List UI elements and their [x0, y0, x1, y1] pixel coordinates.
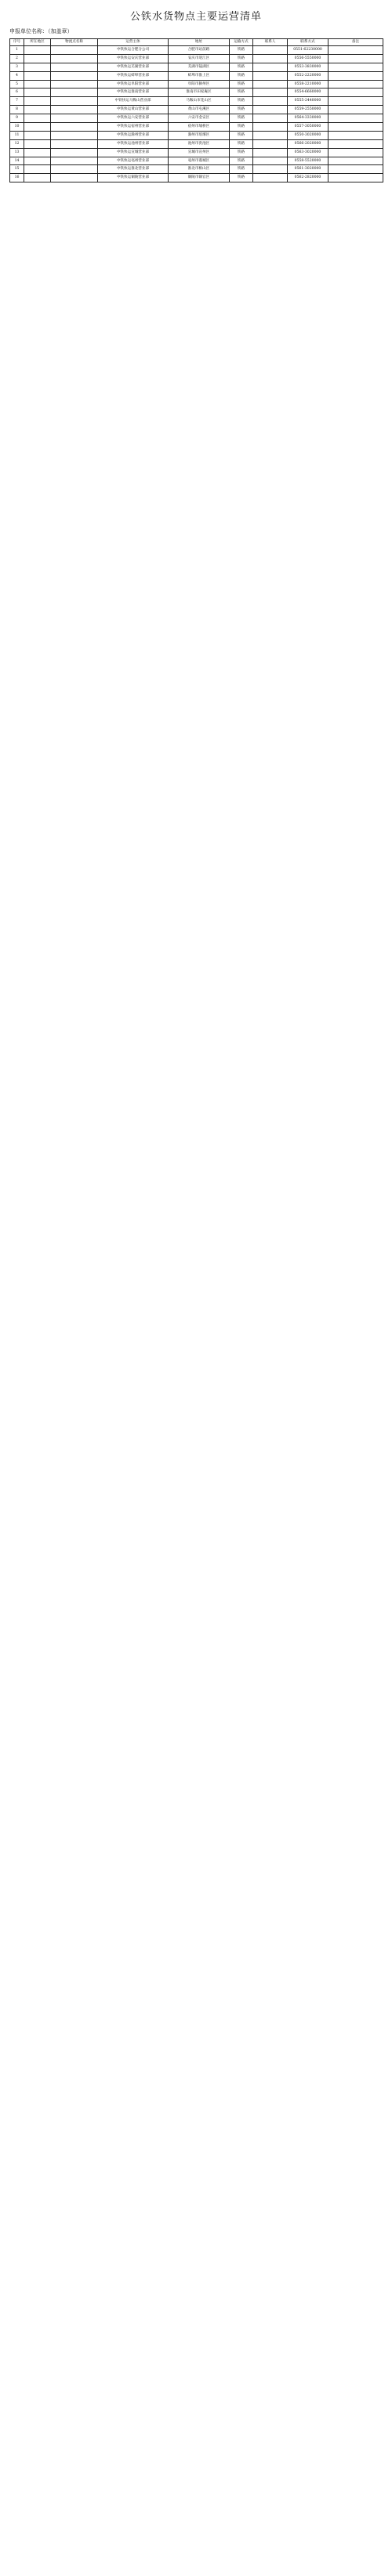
row-address: 淮北市相山区: [169, 165, 230, 174]
table-row: [10, 139, 383, 148]
row-region: [24, 106, 51, 114]
document-title: 公铁水货物点主要运营清单: [129, 11, 262, 23]
row-site-name: [51, 46, 98, 55]
row-number: 5: [10, 80, 24, 89]
table-row: [10, 89, 383, 97]
row-contact: [253, 131, 288, 139]
row-site-name: [51, 97, 98, 106]
row-note: [328, 114, 383, 123]
row-region: [24, 63, 51, 71]
row-contact: [253, 71, 288, 80]
row-site-name: [51, 114, 98, 123]
column-header: 地址: [169, 39, 230, 46]
row-number: 15: [10, 165, 24, 174]
row-region: [24, 165, 51, 174]
row-transport-mode: 铁路: [230, 71, 253, 80]
column-header: 序号: [10, 39, 24, 46]
table-row: [10, 165, 383, 174]
row-region: [24, 174, 51, 182]
row-note: [328, 174, 383, 182]
row-contact: [253, 97, 288, 106]
row-site-name: [51, 131, 98, 139]
row-note: [328, 165, 383, 174]
row-operator: 中铁快运亳州营业部: [98, 157, 169, 165]
row-operator: 中铁快运芜湖营业部: [98, 63, 169, 71]
row-phone: 0566-2020000: [288, 139, 328, 148]
row-operator: 中铁快运宿州营业部: [98, 123, 169, 132]
row-operator: 中铁快运黄山营业部: [98, 106, 169, 114]
column-header: 运输方式: [230, 39, 253, 46]
table-header-row: [10, 39, 383, 46]
row-address: 宣城市宣州区: [169, 148, 230, 157]
row-note: [328, 46, 383, 55]
row-phone: 0552-2220000: [288, 71, 328, 80]
row-site-name: [51, 71, 98, 80]
row-site-name: [51, 148, 98, 157]
row-contact: [253, 46, 288, 55]
row-transport-mode: 铁路: [230, 174, 253, 182]
logistics-table: [9, 38, 383, 182]
row-note: [328, 106, 383, 114]
row-contact: [253, 139, 288, 148]
row-region: [24, 157, 51, 165]
row-transport-mode: 铁路: [230, 80, 253, 89]
row-phone: 0559-2550000: [288, 106, 328, 114]
document-page: [0, 0, 392, 190]
row-site-name: [51, 174, 98, 182]
row-region: [24, 123, 51, 132]
row-phone: 0558-2210000: [288, 80, 328, 89]
row-note: [328, 148, 383, 157]
row-transport-mode: 铁路: [230, 131, 253, 139]
row-address: 滁州市琅琊区: [169, 131, 230, 139]
row-address: 马鞍山市花山区: [169, 97, 230, 106]
row-transport-mode: 铁路: [230, 63, 253, 71]
table-row: [10, 148, 383, 157]
row-number: 13: [10, 148, 24, 157]
table-row: [10, 174, 383, 182]
row-note: [328, 131, 383, 139]
row-number: 1: [10, 46, 24, 55]
row-transport-mode: 铁路: [230, 114, 253, 123]
row-region: [24, 114, 51, 123]
row-site-name: [51, 123, 98, 132]
row-number: 8: [10, 106, 24, 114]
column-header: 运营主体: [98, 39, 169, 46]
row-operator: 中铁快运阜阳营业部: [98, 80, 169, 89]
row-operator: 中铁快运铜陵营业部: [98, 174, 169, 182]
row-address: 安庆市迎江区: [169, 54, 230, 63]
table-row: [10, 131, 383, 139]
column-header: 备注: [328, 39, 383, 46]
row-transport-mode: 铁路: [230, 165, 253, 174]
row-phone: 0557-3050000: [288, 123, 328, 132]
row-transport-mode: 铁路: [230, 54, 253, 63]
row-transport-mode: 铁路: [230, 89, 253, 97]
row-region: [24, 71, 51, 80]
column-header: 联系方式: [288, 39, 328, 46]
row-address: 池州市贵池区: [169, 139, 230, 148]
row-operator: 中铁快运合肥分公司: [98, 46, 169, 55]
row-note: [328, 80, 383, 89]
row-region: [24, 80, 51, 89]
row-address: 六安市金安区: [169, 114, 230, 123]
row-note: [328, 71, 383, 80]
row-note: [328, 54, 383, 63]
row-note: [328, 123, 383, 132]
row-address: 宿州市埇桥区: [169, 123, 230, 132]
row-number: 3: [10, 63, 24, 71]
row-contact: [253, 165, 288, 174]
table-row: [10, 106, 383, 114]
table-body: [10, 46, 383, 182]
row-contact: [253, 114, 288, 123]
row-phone: 0561-3020000: [288, 165, 328, 174]
row-note: [328, 139, 383, 148]
row-address: 蚌埠市淮上区: [169, 71, 230, 80]
row-number: 12: [10, 139, 24, 148]
row-phone: 0551-62230000: [288, 46, 328, 55]
row-operator: 中铁快运滁州营业部: [98, 131, 169, 139]
row-contact: [253, 174, 288, 182]
row-address: 亳州市谯城区: [169, 157, 230, 165]
row-number: 4: [10, 71, 24, 80]
row-contact: [253, 123, 288, 132]
table-row: [10, 46, 383, 55]
table-row: [10, 63, 383, 71]
row-phone: 0554-6660000: [288, 89, 328, 97]
table-row: [10, 54, 383, 63]
row-operator: 中铁快运六安营业部: [98, 114, 169, 123]
row-operator: 中铁快运马鞍山营业部: [98, 97, 169, 106]
row-address: 黄山市屯溪区: [169, 106, 230, 114]
row-transport-mode: 铁路: [230, 123, 253, 132]
row-phone: 0556-5550000: [288, 54, 328, 63]
column-header: 所在地区: [24, 39, 51, 46]
row-site-name: [51, 165, 98, 174]
row-number: 16: [10, 174, 24, 182]
row-phone: 0558-5520000: [288, 157, 328, 165]
row-address: 阜阳市颍州区: [169, 80, 230, 89]
column-header: 物流点名称: [51, 39, 98, 46]
table-row: [10, 71, 383, 80]
row-phone: 0562-2820000: [288, 174, 328, 182]
table-row: [10, 114, 383, 123]
row-number: 11: [10, 131, 24, 139]
row-number: 2: [10, 54, 24, 63]
row-phone: 0555-2440000: [288, 97, 328, 106]
row-contact: [253, 80, 288, 89]
row-transport-mode: 铁路: [230, 97, 253, 106]
row-operator: 中铁快运淮南营业部: [98, 89, 169, 97]
table-row: [10, 123, 383, 132]
row-region: [24, 46, 51, 55]
row-contact: [253, 89, 288, 97]
row-note: [328, 157, 383, 165]
row-address: 铜陵市铜官区: [169, 174, 230, 182]
row-site-name: [51, 54, 98, 63]
row-operator: 中铁快运池州营业部: [98, 139, 169, 148]
table-row: [10, 157, 383, 165]
row-phone: 0564-3330000: [288, 114, 328, 123]
row-site-name: [51, 80, 98, 89]
column-header: 联系人: [253, 39, 288, 46]
row-address: 淮南市田家庵区: [169, 89, 230, 97]
row-site-name: [51, 139, 98, 148]
row-phone: 0550-3020000: [288, 131, 328, 139]
row-transport-mode: 铁路: [230, 106, 253, 114]
row-contact: [253, 148, 288, 157]
row-region: [24, 97, 51, 106]
row-transport-mode: 铁路: [230, 46, 253, 55]
row-note: [328, 89, 383, 97]
row-note: [328, 97, 383, 106]
row-number: 7: [10, 97, 24, 106]
row-address: 合肥市站前路: [169, 46, 230, 55]
row-number: 14: [10, 157, 24, 165]
row-region: [24, 148, 51, 157]
row-region: [24, 54, 51, 63]
document-subtitle: 申报单位名称：（加盖章）: [9, 28, 73, 34]
row-site-name: [51, 157, 98, 165]
row-region: [24, 139, 51, 148]
row-note: [328, 63, 383, 71]
table-row: [10, 97, 383, 106]
row-transport-mode: 铁路: [230, 148, 253, 157]
row-region: [24, 89, 51, 97]
row-address: 芜湖市镜湖区: [169, 63, 230, 71]
row-site-name: [51, 106, 98, 114]
row-contact: [253, 54, 288, 63]
table-row: [10, 80, 383, 89]
row-operator: 中铁快运宣城营业部: [98, 148, 169, 157]
row-region: [24, 131, 51, 139]
row-number: 9: [10, 114, 24, 123]
row-contact: [253, 63, 288, 71]
row-site-name: [51, 89, 98, 97]
row-transport-mode: 铁路: [230, 157, 253, 165]
row-contact: [253, 157, 288, 165]
row-number: 10: [10, 123, 24, 132]
row-phone: 0553-3830000: [288, 63, 328, 71]
row-operator: 中铁快运淮北营业部: [98, 165, 169, 174]
row-operator: 中铁快运安庆营业部: [98, 54, 169, 63]
row-number: 6: [10, 89, 24, 97]
row-transport-mode: 铁路: [230, 139, 253, 148]
row-contact: [253, 106, 288, 114]
row-phone: 0563-3020000: [288, 148, 328, 157]
row-site-name: [51, 63, 98, 71]
row-operator: 中铁快运蚌埠营业部: [98, 71, 169, 80]
